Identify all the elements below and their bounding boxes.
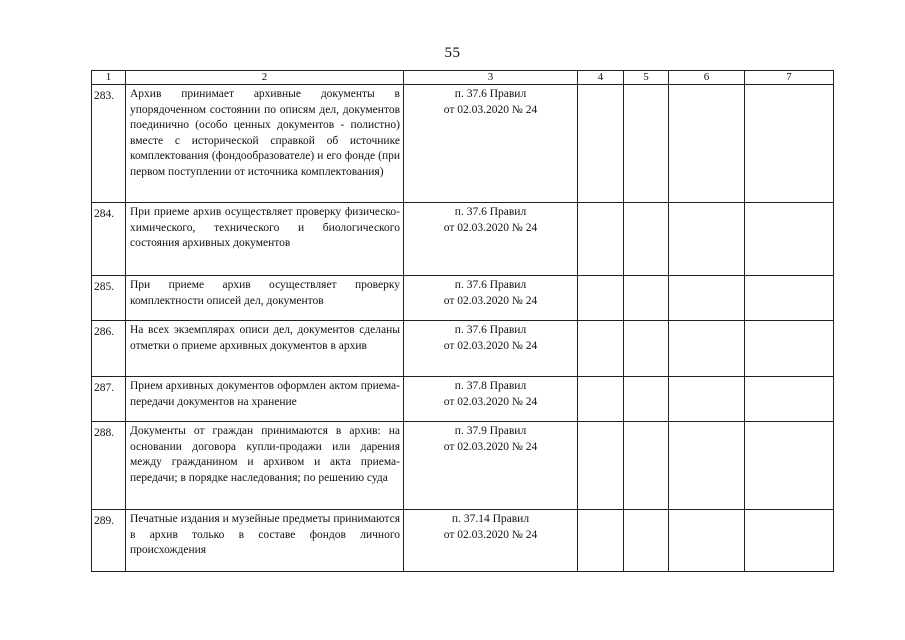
row-number: 283. — [92, 85, 126, 203]
table-row — [92, 377, 834, 422]
row-number: 284. — [92, 203, 126, 276]
column-header: 2 — [126, 71, 404, 85]
empty-cell — [669, 377, 745, 422]
reference-line: от 02.03.2020 № 24 — [443, 221, 538, 234]
column-header: 4 — [578, 71, 624, 85]
requirement-text: Прием архивных документов оформлен актом приема-передачи документов на хранение — [126, 377, 404, 422]
reference-line: п. 37.6 Правил — [454, 206, 527, 218]
empty-cell — [745, 422, 834, 510]
row-number: 285. — [92, 276, 126, 321]
reference-cell — [404, 377, 578, 422]
empty-cell — [745, 321, 834, 377]
empty-cell — [578, 85, 624, 203]
empty-cell — [745, 510, 834, 572]
reference-line: от 02.03.2020 № 24 — [443, 528, 538, 541]
requirement-text: При приеме архив осуществляет проверку физическо-химического, технического и биологического состояния архивных документов — [126, 203, 404, 276]
empty-cell — [624, 85, 669, 203]
reference-line: п. 37.6 Правил — [454, 324, 527, 336]
table-row — [92, 203, 834, 276]
reference-cell — [404, 85, 578, 203]
reference-cell — [404, 321, 578, 377]
empty-cell — [745, 276, 834, 321]
empty-cell — [669, 203, 745, 276]
empty-cell — [745, 203, 834, 276]
empty-cell — [745, 85, 834, 203]
reference-line: п. 37.14 Правил — [451, 513, 530, 525]
row-number: 288. — [92, 422, 126, 510]
table-row — [92, 85, 834, 203]
empty-cell — [669, 510, 745, 572]
empty-cell — [669, 321, 745, 377]
row-number: 289. — [92, 510, 126, 572]
requirement-text: На всех экземплярах описи дел, документов сделаны отметки о приеме архивных документов в архив — [126, 321, 404, 377]
reference-cell — [404, 203, 578, 276]
empty-cell — [578, 203, 624, 276]
table-row — [92, 510, 834, 572]
empty-cell — [669, 85, 745, 203]
column-header: 7 — [745, 71, 834, 85]
reference-line: от 02.03.2020 № 24 — [443, 339, 538, 352]
empty-cell — [669, 276, 745, 321]
reference-line: п. 37.6 Правил — [454, 88, 527, 100]
empty-cell — [624, 276, 669, 321]
reference-cell — [404, 422, 578, 510]
requirements-table — [91, 70, 834, 572]
reference-line: от 02.03.2020 № 24 — [443, 395, 538, 408]
requirement-text: Печатные издания и музейные предметы принимаются в архив только в составе фондов личного происхождения — [126, 510, 404, 572]
reference-line: от 02.03.2020 № 24 — [443, 294, 538, 307]
table-row — [92, 276, 834, 321]
reference-line: п. 37.8 Правил — [454, 380, 527, 392]
column-header: 1 — [92, 71, 126, 85]
row-number: 287. — [92, 377, 126, 422]
empty-cell — [669, 422, 745, 510]
empty-cell — [624, 422, 669, 510]
reference-cell — [404, 276, 578, 321]
empty-cell — [624, 203, 669, 276]
table-row — [92, 321, 834, 377]
requirement-text: Архив принимает архивные документы в упорядоченном состоянии по описям дел, документов поединично (особо ценных документов - полистно) вместе с исторической справкой об источнике комплектования (фондообразователе) и его фонде (при первом поступлении от источника комплектования) — [126, 85, 404, 203]
empty-cell — [578, 377, 624, 422]
reference-line: от 02.03.2020 № 24 — [443, 440, 538, 453]
table-header-row — [92, 71, 834, 85]
empty-cell — [624, 321, 669, 377]
page-number: 55 — [444, 45, 461, 61]
empty-cell — [624, 510, 669, 572]
empty-cell — [578, 422, 624, 510]
empty-cell — [578, 321, 624, 377]
reference-line: п. 37.9 Правил — [454, 425, 527, 437]
empty-cell — [578, 510, 624, 572]
table-row — [92, 422, 834, 510]
reference-cell — [404, 510, 578, 572]
requirement-text: При приеме архив осуществляет проверку комплектности описей дел, документов — [126, 276, 404, 321]
requirement-text: Документы от граждан принимаются в архив: на основании договора купли-продажи или дарения между гражданином и архивом и акта приема-передачи; в порядке наследования; по решению суда — [126, 422, 404, 510]
reference-line: от 02.03.2020 № 24 — [443, 103, 538, 116]
column-header: 6 — [669, 71, 745, 85]
row-number: 286. — [92, 321, 126, 377]
empty-cell — [745, 377, 834, 422]
column-header: 3 — [404, 71, 578, 85]
empty-cell — [624, 377, 669, 422]
reference-line: п. 37.6 Правил — [454, 279, 527, 291]
empty-cell — [578, 276, 624, 321]
column-header: 5 — [624, 71, 669, 85]
